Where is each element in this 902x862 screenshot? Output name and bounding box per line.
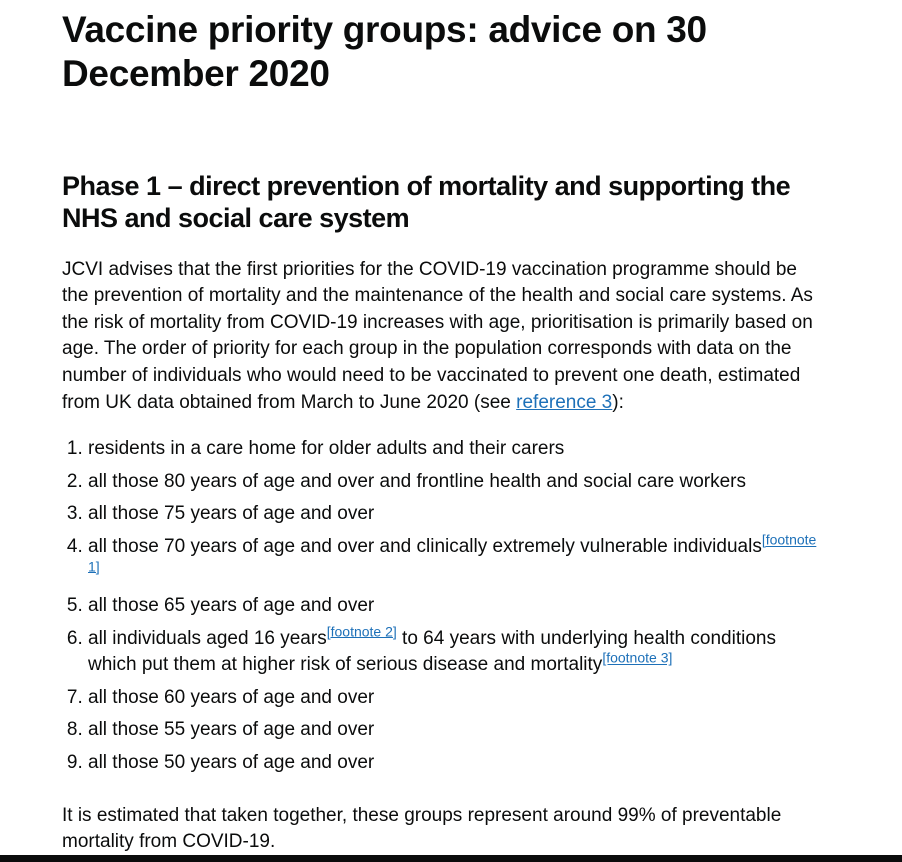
footnote-2-link[interactable]: [footnote 2] [326,623,397,640]
page-bottom-border [0,855,902,862]
intro-paragraph [62,257,822,417]
list-item-text: all those 75 years of age and over [88,503,375,525]
list-item-8 [88,717,822,744]
phase1-heading: Phase 1 – direct prevention of mortality and supporting the NHS and social care system [62,170,791,234]
list-item-text: to 64 years with underlying health conditions which put them at higher risk of serious disease and mortality [88,627,776,676]
list-item-4 [88,531,822,587]
list-item-text: residents in a care home for older adults and their carers [88,438,565,460]
list-item-text: all those 70 years of age and over and clinically extremely vulnerable individuals [88,535,762,557]
list-item-9 [88,750,822,777]
footnote-ref [327,623,397,639]
footnote-ref [602,650,672,666]
list-item-text: all individuals aged 16 years [88,627,327,649]
priority-groups-list [62,436,822,777]
list-item-text: all those 80 years of age and over and frontline health and social care workers [88,470,747,492]
list-item-5 [88,593,822,620]
list-item-3 [88,501,822,528]
reference-3-link[interactable]: reference 3 [516,391,613,413]
list-item-2 [88,469,822,496]
list-item-text: all those 50 years of age and over [88,752,375,774]
list-item-text: all those 65 years of age and over [88,595,375,617]
list-item-1 [88,436,822,463]
list-item-6 [88,623,822,679]
footnote-3-link[interactable]: [footnote 3] [602,649,673,666]
page-title: Vaccine priority groups: advice on 30 December 2020 [62,9,707,95]
list-item-text: all those 55 years of age and over [88,719,375,741]
intro-text-after-link: ): [612,391,624,413]
list-item-text: all those 60 years of age and over [88,686,375,708]
closing-paragraph: It is estimated that taken together, these groups represent around 99% of preventable mortality from COVID-19. [62,804,782,853]
intro-text-before-link: JCVI advises that the first priorities for the COVID-19 vaccination programme should be the prevention of mortality and the maintenance of the health and social care systems. As the risk of mortality from COVID-19 increases with age, prioritisation is primarily based on age. The order of priority for each group in the population corresponds with data on the number of individuals who would need to be vaccinated to prevent one death, estimated from UK data obtained from March to June 2020 (see [62,258,813,413]
list-item-7 [88,685,822,712]
footnote-1-link[interactable]: [footnote 1] [88,531,817,575]
